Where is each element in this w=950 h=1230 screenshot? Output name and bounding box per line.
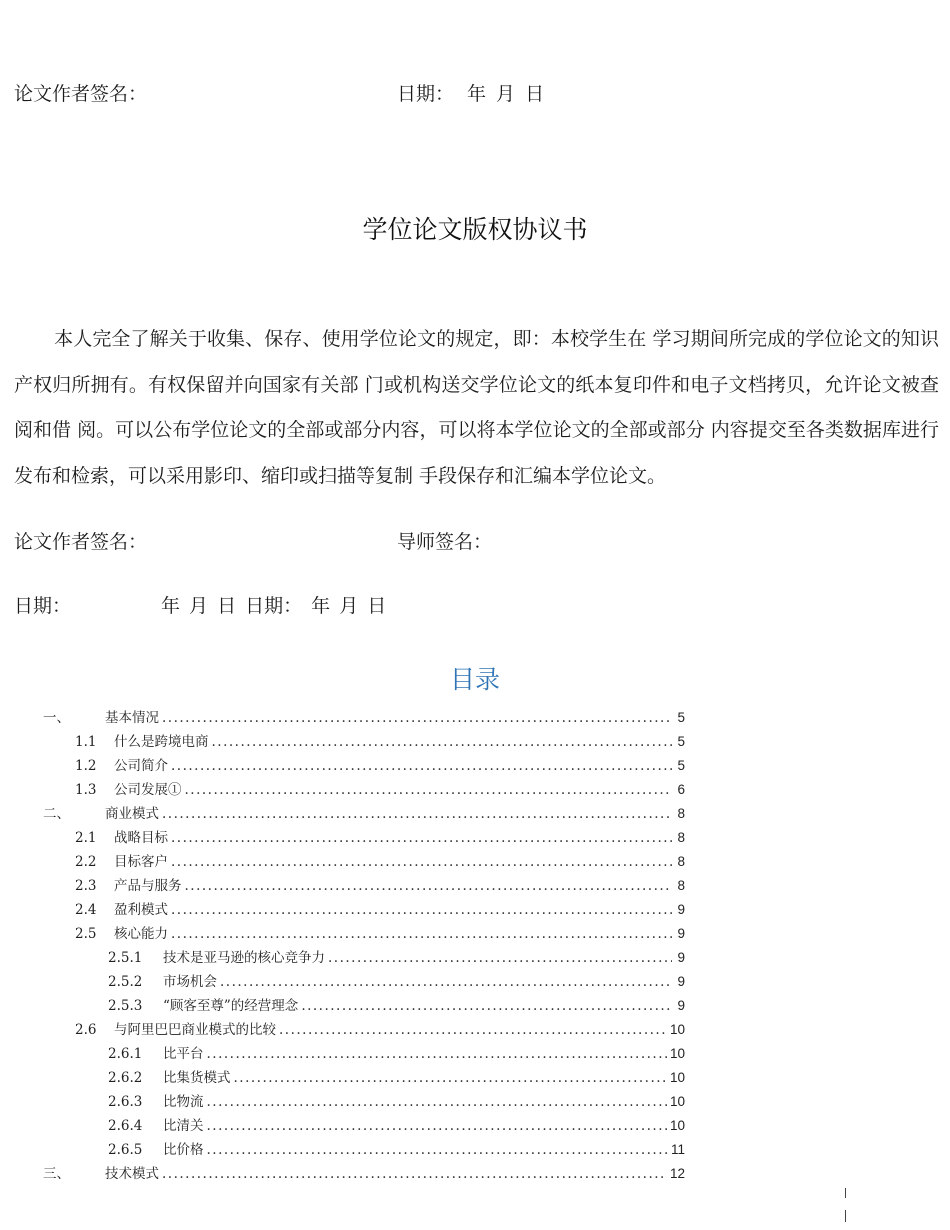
toc-entry-page: 8 <box>677 806 685 821</box>
date-row-label: 日期： <box>14 595 72 617</box>
toc-entry-page: 8 <box>677 854 685 869</box>
toc-entry-number: 2.6.5 <box>108 1142 143 1158</box>
toc-title: 目录 <box>449 665 500 694</box>
toc-entry[interactable] <box>75 874 685 898</box>
toc-leader-dots <box>207 1118 667 1134</box>
agreement-title: 学位论文版权协议书 <box>362 215 588 244</box>
toc-entry-label: 什么是跨境电商 <box>114 734 209 750</box>
toc-leader-dots <box>207 1094 667 1110</box>
toc-entry-number: 2.6.3 <box>108 1094 143 1110</box>
toc-entry[interactable] <box>108 1114 685 1138</box>
toc-leader-dots <box>162 1166 667 1182</box>
toc-entry-label: 核心能力 <box>114 926 168 942</box>
toc-entry-label: 与阿里巴巴商业模式的比较 <box>114 1022 276 1038</box>
toc-entry-number: 2.5.1 <box>108 950 143 966</box>
toc-entry-page: 10 <box>669 1118 685 1133</box>
toc-entry-page: 8 <box>677 878 685 893</box>
toc-leader-dots <box>212 734 673 750</box>
toc-leader-dots <box>207 1142 668 1158</box>
toc-entry-label: 战略目标 <box>114 830 168 846</box>
toc-leader-dots <box>162 806 672 822</box>
toc-entry-number: 一、 <box>43 710 70 726</box>
toc-leader-dots <box>185 782 673 798</box>
toc-entry-label: 比清关 <box>163 1118 204 1134</box>
toc-entry-label: 比物流 <box>163 1094 204 1110</box>
toc-entry-number: 1.1 <box>75 734 97 750</box>
toc-entry-number: 1.2 <box>75 758 97 774</box>
toc-entry-number: 2.6.2 <box>108 1070 143 1086</box>
toc-entry-number: 2.5.2 <box>108 974 143 990</box>
text-cursor <box>845 1188 846 1198</box>
toc-entry[interactable] <box>108 970 685 994</box>
toc-entry[interactable] <box>75 730 685 754</box>
toc-entry-page: 9 <box>677 902 685 917</box>
toc-entry[interactable] <box>75 778 685 802</box>
toc-entry[interactable] <box>75 754 685 778</box>
toc-entry-page: 10 <box>669 1046 685 1061</box>
toc-leader-dots <box>328 950 672 966</box>
author-signature-label: 论文作者签名： <box>14 531 148 553</box>
toc-entry-page: 9 <box>677 998 685 1013</box>
toc-entry-number: 2.3 <box>75 878 97 894</box>
toc-entry[interactable] <box>108 946 685 970</box>
top-date-label: 日期： <box>397 83 455 105</box>
date-row-parts: 年 月 日 日期： 年 月 日 <box>161 595 387 617</box>
toc-entry-label: 技术是亚马逊的核心竞争力 <box>163 950 325 966</box>
toc-entry-page: 11 <box>670 1142 685 1157</box>
toc-entry-number: 2.5 <box>75 926 97 942</box>
toc-entry-label: 比集货模式 <box>163 1070 231 1086</box>
toc-entry[interactable] <box>108 1042 685 1066</box>
toc-entry[interactable] <box>75 826 685 850</box>
toc-leader-dots <box>279 1022 667 1038</box>
toc-entry-number: 2.6.4 <box>108 1118 143 1134</box>
toc-entry-number: 1.3 <box>75 782 97 798</box>
toc-entry-label: 技术模式 <box>105 1166 159 1182</box>
top-author-signature-label: 论文作者签名： <box>14 83 148 105</box>
toc-entry[interactable] <box>108 994 685 1018</box>
toc-entry-label: 市场机会 <box>163 974 217 990</box>
toc-entry-page: 12 <box>669 1166 685 1181</box>
toc-entry-label: 商业模式 <box>105 806 159 822</box>
toc-entry-number: 2.5.3 <box>108 998 143 1014</box>
toc-entry-number: 2.1 <box>75 830 97 846</box>
toc-entry[interactable] <box>75 1018 685 1042</box>
toc-leader-dots <box>171 830 672 846</box>
toc-entry-page: 8 <box>677 830 685 845</box>
toc-entry[interactable] <box>43 1162 685 1186</box>
toc-entry-page: 5 <box>677 734 685 749</box>
toc-entry-label: 比价格 <box>163 1142 204 1158</box>
toc-entry[interactable] <box>108 1090 685 1114</box>
agreement-paragraph-text: 本人完全了解关于收集、保存、使用学位论文的规定，即：本校学生在 学习期间所完成的学位论文的知识产权归所拥有。有权保留并向国家有关部 门或机构送交学位论文的纸本复印件和电子文档拷贝，允许论文被查阅和借 阅。可以公布学位论文的全部或部分内容，可以将本学位论文的全部或部分 内容提交至各类数据库进行发布和检索，可以采用影印、缩印或扫描等复制 手段保存和汇编本学位论文。 <box>14 328 939 487</box>
toc-entry-page: 9 <box>677 950 685 965</box>
toc-entry-page: 5 <box>677 758 685 773</box>
toc-leader-dots <box>162 710 672 726</box>
text-cursor-lower <box>845 1210 846 1222</box>
toc-entry-number: 2.4 <box>75 902 97 918</box>
toc-entry-page: 9 <box>677 926 685 941</box>
toc-entry-label: 基本情况 <box>105 710 159 726</box>
top-date-parts: 年 月 日 <box>467 83 545 105</box>
toc-leader-dots <box>234 1070 667 1086</box>
agreement-paragraph <box>14 317 939 499</box>
toc-entry-page: 9 <box>677 974 685 989</box>
toc-entry-page: 10 <box>669 1070 685 1085</box>
toc-leader-dots <box>171 902 672 918</box>
toc-entry-number: 2.2 <box>75 854 97 870</box>
toc-entry-label: 比平台 <box>163 1046 204 1062</box>
toc-entry[interactable] <box>75 898 685 922</box>
toc-entry-label: 公司简介 <box>114 758 168 774</box>
toc-entry[interactable] <box>108 1066 685 1090</box>
toc-leader-dots <box>207 1046 667 1062</box>
toc-entry-label: “顾客至尊”的经营理念 <box>163 998 299 1014</box>
toc-entry[interactable] <box>75 850 685 874</box>
toc-leader-dots <box>171 854 672 870</box>
toc-entry-number: 二、 <box>43 806 70 822</box>
advisor-signature-label: 导师签名： <box>397 531 493 553</box>
toc-entry-label: 产品与服务 <box>114 878 182 894</box>
toc-entry[interactable] <box>108 1138 685 1162</box>
toc-entry-page: 6 <box>677 782 685 797</box>
toc-entry-number: 2.6.1 <box>108 1046 143 1062</box>
toc-entry-label: 盈利模式 <box>114 902 168 918</box>
toc-leader-dots <box>220 974 672 990</box>
toc-entry[interactable] <box>43 706 685 730</box>
toc-entry-label: 公司发展① <box>114 782 182 798</box>
toc-entry-page: 10 <box>669 1094 685 1109</box>
toc-entry-page: 5 <box>677 710 685 725</box>
toc-entry[interactable] <box>75 922 685 946</box>
toc-leader-dots <box>171 758 672 774</box>
toc-leader-dots <box>185 878 673 894</box>
toc-entry[interactable] <box>43 802 685 826</box>
toc-entry-label: 目标客户 <box>114 854 168 870</box>
toc-leader-dots <box>301 998 672 1014</box>
toc-entry-number: 2.6 <box>75 1022 97 1038</box>
toc-entry-number: 三、 <box>43 1166 70 1182</box>
toc-entry-page: 10 <box>669 1022 685 1037</box>
toc-leader-dots <box>171 926 672 942</box>
